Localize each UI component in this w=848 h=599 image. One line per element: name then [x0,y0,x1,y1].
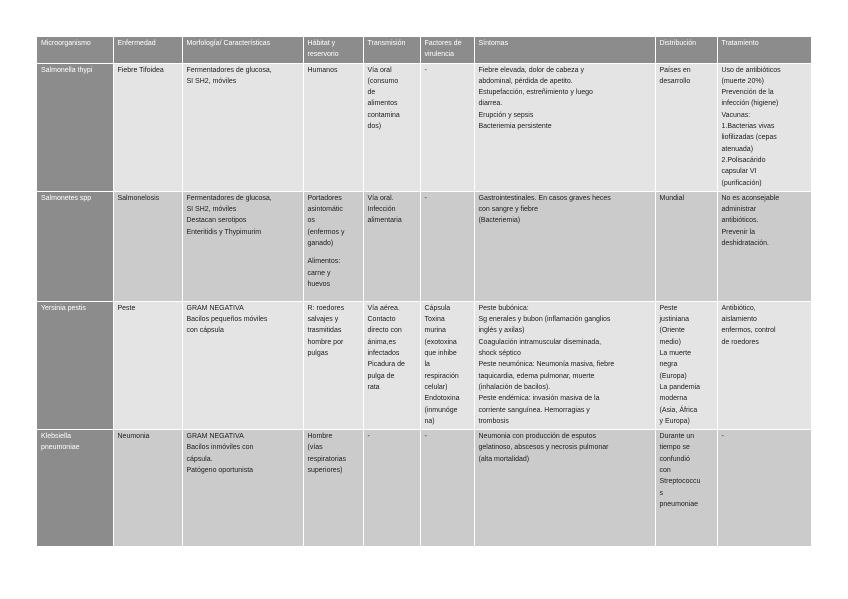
cell-distribucion: Países en desarrollo [655,63,717,191]
cell-sintomas: Gastrointestinales. En casos graves heces con sangre y fiebre (Bacteriemia) [474,191,655,301]
header-distribucion: Distribución [655,37,717,63]
header-tratamiento: Tratamiento [717,37,811,63]
cell-sintomas: Peste bubónica: Sg enerales y bubon (inflamación ganglios inglés y axilas) Coagulación intramuscular diseminada, shock séptico Peste neumónica: Neumonía masiva, fiebre taquicardia, edema pulmonar, muerte (inhalación de bacilos). Peste endémica: invasión masiva de la corriente sanguínea. Hemorragias y trombosis [474,301,655,429]
cell-habitat [303,430,363,547]
cell-tratamiento: - [717,430,811,547]
document-page [37,37,811,547]
header-enfermedad: Enfermedad [113,37,182,63]
cell-factores: - [420,430,474,547]
cell-transmision: - [363,430,420,547]
cell-morfologia: GRAM NEGATIVA Bacilos pequeños móviles con cápsula [182,301,303,429]
header-transmision: Transmisión [363,37,420,63]
header-habitat: Hábitat y reservorio [303,37,363,63]
cell-transmision: Vía aérea. Contacto directo con ánima,es infectados Picadura de pulga de rata [363,301,420,429]
cell-factores: Cápsula Toxina murina (exotoxina que inhibe la respiración celular) Endotoxina (inmunóge na) [420,301,474,429]
header-microorganismo: Microorganismo [37,37,113,63]
cell-habitat-text: R: roedores salvajes y trasmitidas hombre por pulgas [307,304,345,358]
cell-microorganismo: Salmonetes spp [37,191,113,301]
cell-habitat-text: Humanos [307,66,338,74]
cell-microorganismo: Klebsiella pneumoniae [37,430,113,547]
cell-habitat-extra: Alimentos: carne y huevos [307,258,341,288]
cell-tratamiento: Antibiótico, aislamiento enfermos, control de roedores [717,301,811,429]
cell-enfermedad: Neumonia [113,430,182,547]
cell-enfermedad: Fiebre Tifoidea [113,63,182,191]
cell-enfermedad: Peste [113,301,182,429]
cell-morfologia: Fermentadores de glucosa, SI SH2, móviles Destacan serotipos Enteritidis y Thypimurim [182,191,303,301]
cell-distribucion: Mundial [655,191,717,301]
cell-tratamiento: No es aconsejable administrar antibióticos. Prevenir la deshidratación. [717,191,811,301]
header-row [37,37,811,63]
header-factores: Factores de virulencia [420,37,474,63]
cell-tratamiento: Uso de antibióticos (muerte 20%) Prevención de la infección (higiene) Vacunas: 1.Bacterias vivas liofilizadas (cepas atenuada) 2.Polisacárido capsular VI (purificación) [717,63,811,191]
cell-factores: - [420,63,474,191]
microorganisms-table [37,37,812,547]
table-row [37,191,811,301]
table-row [37,430,811,547]
table-row [37,301,811,429]
cell-habitat-text: Portadores asintomátic os (enfermos y ganado) [307,194,345,248]
cell-sintomas: Neumonia con producción de esputos gelatinoso, abscesos y necrosis pulmonar (alta mortalidad) [474,430,655,547]
cell-microorganismo: Yersinia pestis [37,301,113,429]
cell-transmision: Vía oral. Infección alimentaria [363,191,420,301]
cell-morfologia: Fermentadores de glucosa, SI SH2, móviles [182,63,303,191]
cell-factores: - [420,191,474,301]
cell-distribucion: Peste justiniana (Oriente medio) La muerte negra (Europa) La pandemia moderna (Asia, África y Europa) [655,301,717,429]
cell-sintomas: Fiebre elevada, dolor de cabeza y abdominal, pérdida de apetito. Estupefacción, estreñimiento y luego diarrea. Erupción y sepsis Bacteriemia persistente [474,63,655,191]
cell-habitat [303,63,363,191]
header-morfologia: Morfología/ Características [182,37,303,63]
table-row [37,63,811,191]
cell-microorganismo: Salmonella thypi [37,63,113,191]
header-sintomas: Síntomas [474,37,655,63]
cell-morfologia: GRAM NEGATIVA Bacilos inmóviles con cápsula. Patógeno oportunista [182,430,303,547]
cell-habitat-text: Hombre (vías respiratorias superiores) [307,433,347,475]
cell-habitat [303,301,363,429]
cell-enfermedad: Salmonelosis [113,191,182,301]
cell-habitat [303,191,363,301]
cell-distribucion: Durante un tiempo se confundió con Streptococcu s pneumoniae [655,430,717,547]
cell-transmision: Vía oral (consumo de alimentos contamina dos) [363,63,420,191]
